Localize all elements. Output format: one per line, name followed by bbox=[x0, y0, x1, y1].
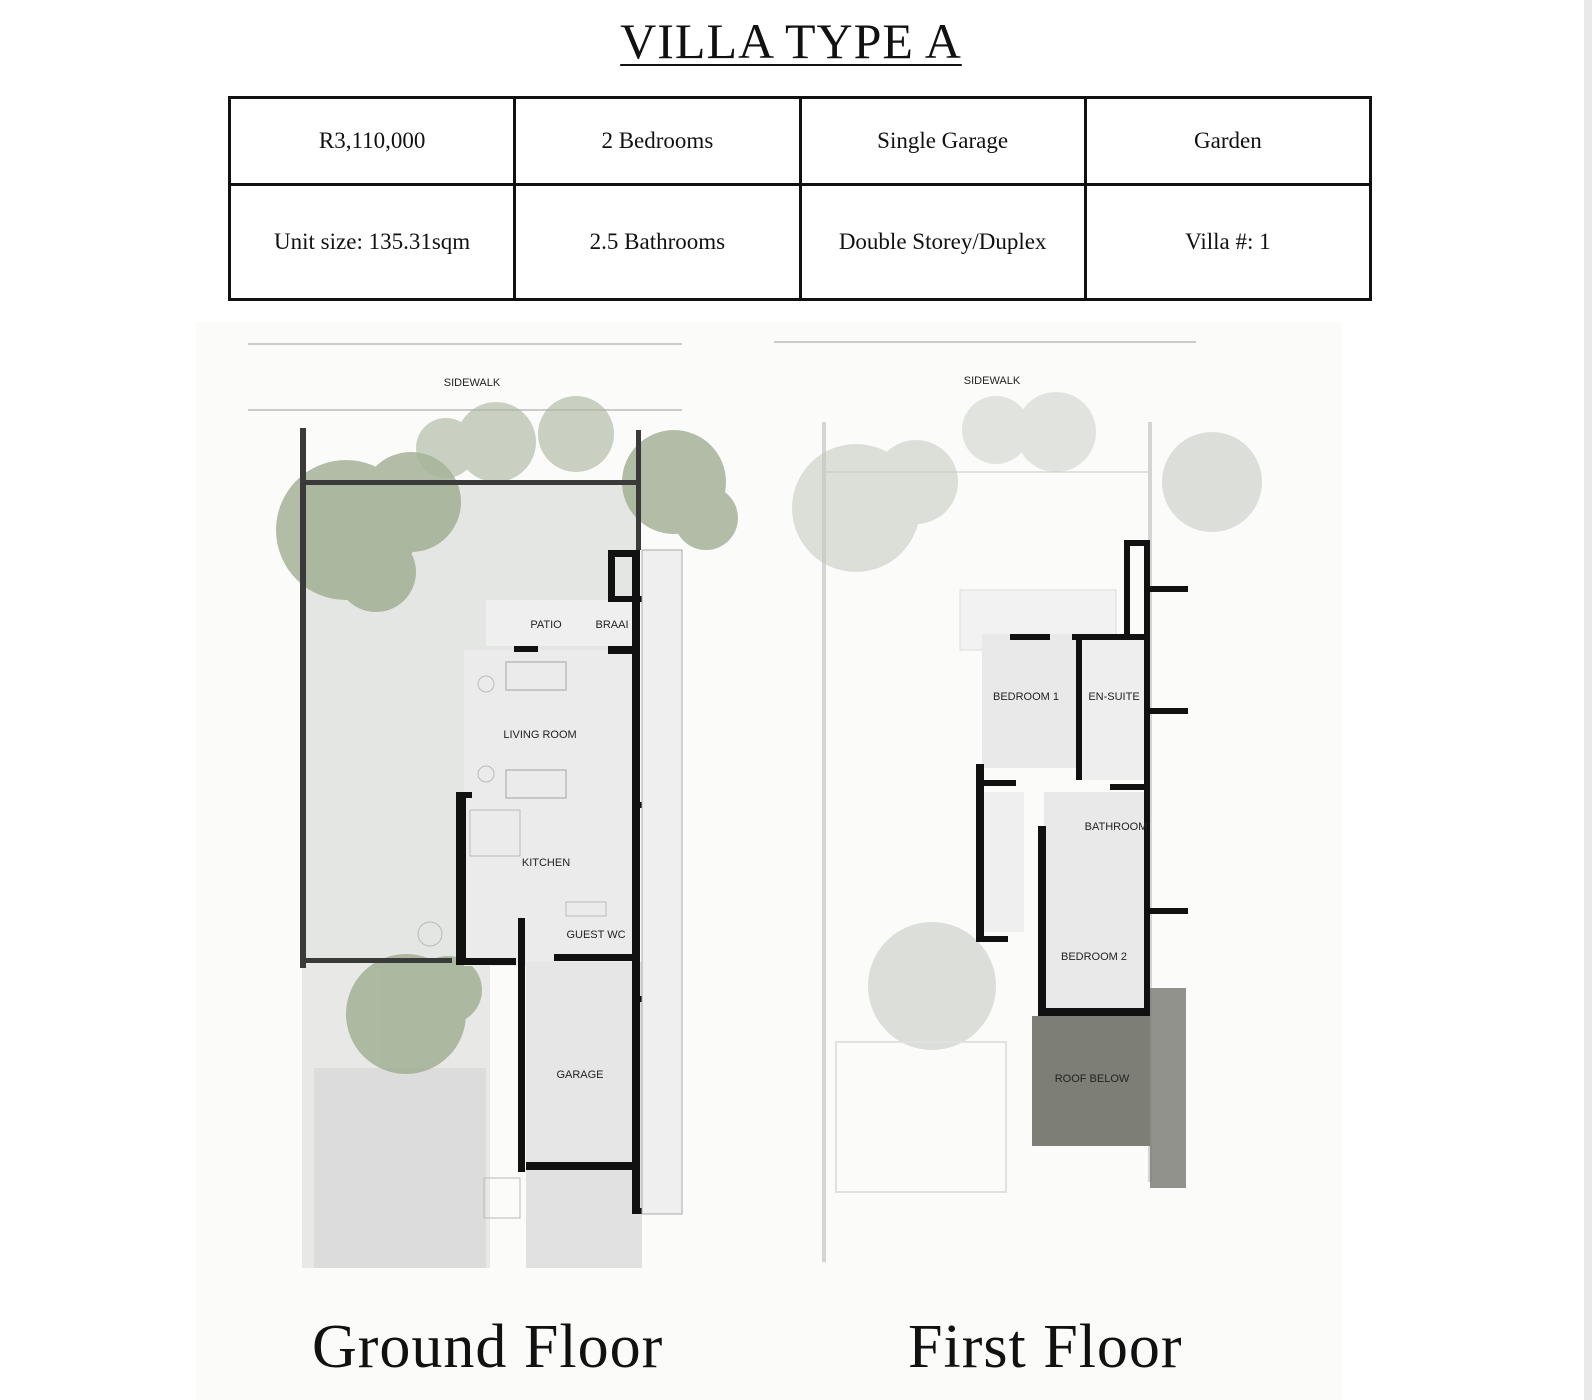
room-label-living-room: LIVING ROOM bbox=[503, 729, 577, 741]
spec-villa-number: Villa #: 1 bbox=[1085, 185, 1370, 300]
ground-living-area bbox=[464, 650, 636, 966]
room-label-guest-wc: GUEST WC bbox=[566, 929, 626, 941]
ground-sidewalk-label: SIDEWALK bbox=[443, 377, 501, 389]
spec-bathrooms: 2.5 Bathrooms bbox=[515, 185, 800, 300]
en-suite-area bbox=[1082, 640, 1144, 780]
tree-icon bbox=[1162, 432, 1262, 532]
spec-price: R3,110,000 bbox=[230, 98, 515, 185]
room-label-bedroom1: BEDROOM 1 bbox=[992, 691, 1060, 703]
room-label-garage: GARAGE bbox=[556, 1069, 604, 1081]
tree-icon bbox=[962, 392, 1096, 472]
spec-unit-size: Unit size: 135.31sqm bbox=[230, 185, 515, 300]
page-edge bbox=[1584, 0, 1592, 1400]
first-floor-label: First Floor bbox=[908, 1313, 1183, 1381]
spec-row bbox=[230, 185, 1371, 300]
room-label-bathroom: BATHROOM bbox=[1084, 821, 1148, 833]
first-floor-plan bbox=[774, 342, 1262, 1262]
floor-plans bbox=[196, 322, 1342, 1400]
spec-table bbox=[228, 96, 1372, 301]
spec-bedrooms: 2 Bedrooms bbox=[515, 98, 800, 185]
spec-row bbox=[230, 98, 1371, 185]
ground-floor-label: Ground Floor bbox=[312, 1313, 664, 1381]
room-label-roof-below: ROOF BELOW bbox=[1054, 1073, 1130, 1085]
spec-garden: Garden bbox=[1085, 98, 1370, 185]
spec-storey: Double Storey/Duplex bbox=[800, 185, 1085, 300]
tree-icon bbox=[792, 440, 958, 572]
room-label-en-suite: EN-SUITE bbox=[1088, 691, 1140, 703]
tree-icon bbox=[416, 396, 614, 482]
page-title: VILLA TYPE A bbox=[620, 13, 962, 69]
spec-garage: Single Garage bbox=[800, 98, 1085, 185]
driveway bbox=[314, 1068, 486, 1268]
ground-floor-plan bbox=[248, 344, 738, 1268]
room-label-bedroom2: BEDROOM 2 bbox=[1060, 951, 1128, 963]
room-label-braai: BRAAI bbox=[595, 619, 629, 631]
garage-area bbox=[526, 962, 632, 1168]
room-label-patio: PATIO bbox=[530, 619, 562, 631]
room-label-kitchen: KITCHEN bbox=[521, 857, 571, 869]
first-sidewalk-label: SIDEWALK bbox=[963, 375, 1021, 387]
